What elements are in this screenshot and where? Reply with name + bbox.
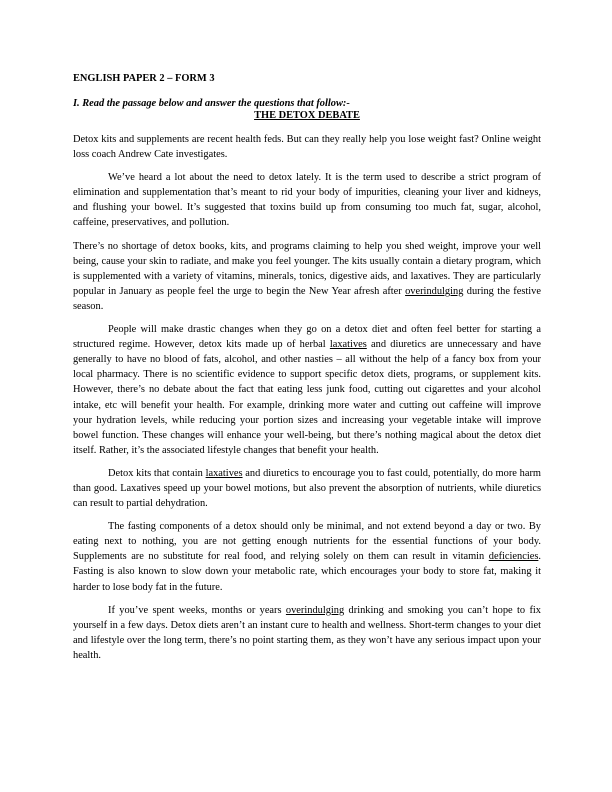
paragraph-5-text-b: and diuretics to encourage you to fast could, potentially, do more harm than good. Laxatives speed up your bowel motions, but also prevent the absorption of nutrients, while diuretics can result to partial dehydration.	[73, 467, 541, 510]
underlined-word-overindulging: overindulging	[405, 285, 464, 297]
underlined-word-overindulging-2: overindulging	[285, 604, 345, 616]
paragraph-6-text-a: The fasting components of a detox should only be minimal, and not extend beyond a day or two. By eating next to nothing, you are not getting enough nutrients for the essential functions of your body. Supplements are no substitute for real food, and relying solely on them can result in vitamin	[73, 521, 541, 563]
paragraph-5-text-a: Detox kits that contain	[108, 467, 206, 479]
paragraph-intro: Detox kits and supplements are recent health feds. But can they really help you lose weight fast? Online weight loss coach Andrew Cate investigates.	[73, 134, 541, 161]
paragraph-4	[73, 322, 541, 458]
paragraph-7-text-a: If you’ve spent weeks, months or years	[108, 604, 286, 616]
paragraph-3-text-b: during the festive season.	[73, 285, 541, 312]
paragraph-7	[73, 603, 541, 663]
paragraph-3-text-a: There’s no shortage of detox books, kits, and programs claiming to help you shed weight, improve your well being, cause your skin to radiate, and make you feel younger. The kits usually contain a dietary program, which is supplemented with a variety of vitamins, minerals, tonics, digestive aids, and laxatives. They are particularly popular in January as people feel the urge to begin the New Year afresh after	[73, 240, 541, 297]
underlined-word-laxatives-2: laxatives	[205, 467, 243, 479]
document-page	[73, 72, 541, 671]
paragraph-6	[73, 519, 541, 594]
paragraph-5	[73, 466, 541, 511]
section-instruction: I. Read the passage below and answer the questions that follow:-	[73, 98, 350, 109]
paragraph-2: We’ve heard a lot about the need to detox lately. It is the term used to describe a strict program of elimination and supplementation that’s meant to rid your body of impurities, cleaning your liver and kidneys, and flushing your bowel. It’s suggested that toxins build up from consuming too much fat, sugar, alcohol, caffeine, preservatives, and pollution.	[73, 172, 541, 229]
paragraph-7-text-b: drinking and smoking you can’t hope to fix yourself in a few days. Detox diets aren’t an instant cure to health and wellness. Short-term changes to your diet and lifestyle over the long term, there’s no point starting them, as they won’t have any serious impact upon your health.	[73, 604, 541, 661]
paragraph-6-text-b: . Fasting is also known to slow down your metabolic rate, which encourages your body to store fat, making it harder to lose body fat in the future.	[73, 551, 541, 593]
underlined-word-laxatives: laxatives	[329, 339, 367, 351]
underlined-word-deficiencies: deficiencies	[488, 551, 539, 563]
passage-title: THE DETOX DEBATE	[254, 110, 360, 121]
paper-heading: ENGLISH PAPER 2 – FORM 3	[73, 73, 215, 84]
paragraph-4-text-a: People will make drastic changes when they go on a detox diet and often feel better for starting a structured regime. However, detox kits made up of herbal	[73, 324, 541, 351]
paragraph-3	[73, 239, 541, 314]
paragraph-4-text-b: and diuretics are unnecessary and have generally to have no blood of fats, alcohol, and other nasties – all without the help of a fancy box from your local pharmacy. There is no scientific evidence to support specific detox diets, programs, or supplement kits. However, there’s no debate about the fact that eating less junk food, cutting out cigarettes and your alcohol intake, etc will benefit your health. For example, drinking more water and cutting out caffeine will improve your hydration levels, while reducing your portion sizes and increasing your vegetable intake will improve bowel function. These changes will enhance your well-being, but there’s nothing magical about the detox diet itself. Rather, it’s the associated lifestyle changes that benefit your health.	[73, 339, 541, 456]
